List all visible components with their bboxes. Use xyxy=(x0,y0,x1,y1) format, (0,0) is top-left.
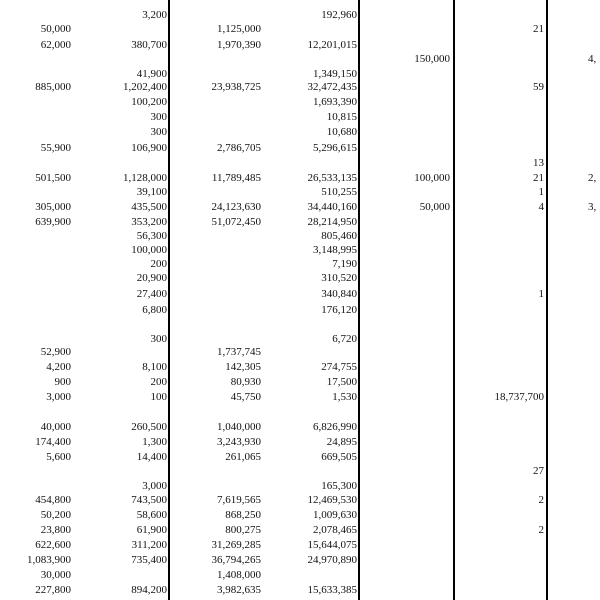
table-cell: 510,255 xyxy=(321,186,357,198)
table-cell: 30,000 xyxy=(40,569,71,581)
table-cell: 50,000 xyxy=(419,201,450,213)
table-cell: 45,750 xyxy=(230,391,261,403)
table-cell: 260,500 xyxy=(131,421,167,433)
table-cell: 174,400 xyxy=(35,436,71,448)
table-cell: 3,982,635 xyxy=(217,584,261,596)
table-cell: 24,970,890 xyxy=(307,554,357,566)
table-cell: 2 xyxy=(538,494,544,506)
table-cell: 1,128,000 xyxy=(123,172,167,184)
column-rule xyxy=(168,0,170,600)
table-cell: 3,000 xyxy=(142,480,167,492)
table-cell: 1,040,000 xyxy=(217,421,261,433)
table-cell: 3, xyxy=(588,201,597,213)
table-cell: 50,000 xyxy=(40,23,71,35)
table-cell: 1,693,390 xyxy=(313,96,357,108)
table-cell: 15,633,385 xyxy=(307,584,357,596)
table-cell: 805,460 xyxy=(321,230,357,242)
table-cell: 639,900 xyxy=(35,216,71,228)
table-cell: 1 xyxy=(538,288,544,300)
table-cell: 10,815 xyxy=(326,111,357,123)
table-cell: 669,505 xyxy=(321,451,357,463)
table-cell: 80,930 xyxy=(230,376,261,388)
table-cell: 13 xyxy=(533,157,544,169)
table-cell: 311,200 xyxy=(131,539,167,551)
table-cell: 900 xyxy=(54,376,71,388)
table-cell: 27 xyxy=(533,465,544,477)
table-cell: 353,200 xyxy=(131,216,167,228)
table-cell: 1,349,150 xyxy=(313,68,357,80)
table-cell: 56,300 xyxy=(136,230,167,242)
table-cell: 1,009,630 xyxy=(313,509,357,521)
table-cell: 2 xyxy=(538,524,544,536)
table-cell: 41,900 xyxy=(136,68,167,80)
table-cell: 55,900 xyxy=(40,142,71,154)
table-cell: 1,970,390 xyxy=(217,39,261,51)
table-cell: 454,800 xyxy=(35,494,71,506)
table-cell: 23,800 xyxy=(40,524,71,536)
table-cell: 50,200 xyxy=(40,509,71,521)
table-cell: 10,680 xyxy=(326,126,357,138)
table-cell: 1 xyxy=(538,186,544,198)
table-cell: 62,000 xyxy=(40,39,71,51)
table-cell: 100,000 xyxy=(414,172,450,184)
table-cell: 27,400 xyxy=(136,288,167,300)
table-cell: 735,400 xyxy=(131,554,167,566)
table-cell: 11,789,485 xyxy=(211,172,261,184)
table-cell: 3,243,930 xyxy=(217,436,261,448)
table-cell: 40,000 xyxy=(40,421,71,433)
table-cell: 28,214,950 xyxy=(307,216,357,228)
table-cell: 2,786,705 xyxy=(217,142,261,154)
table-cell: 18,737,700 xyxy=(494,391,544,403)
table-cell: 1,300 xyxy=(142,436,167,448)
table-cell: 23,938,725 xyxy=(211,81,261,93)
table-cell: 7,619,565 xyxy=(217,494,261,506)
table-cell: 5,296,615 xyxy=(313,142,357,154)
table-cell: 26,533,135 xyxy=(307,172,357,184)
table-cell: 6,720 xyxy=(332,333,357,345)
table-cell: 32,472,435 xyxy=(307,81,357,93)
table-cell: 5,600 xyxy=(46,451,71,463)
table-cell: 3,200 xyxy=(142,9,167,21)
table-cell: 743,500 xyxy=(131,494,167,506)
table-cell: 17,500 xyxy=(326,376,357,388)
table-cell: 100,200 xyxy=(131,96,167,108)
table-cell: 3,148,995 xyxy=(313,244,357,256)
table-cell: 4 xyxy=(538,201,544,213)
table-cell: 7,190 xyxy=(332,258,357,270)
table-cell: 36,794,265 xyxy=(211,554,261,566)
table-cell: 340,840 xyxy=(321,288,357,300)
table-cell: 176,120 xyxy=(321,304,357,316)
table-cell: 380,700 xyxy=(131,39,167,51)
column-rule xyxy=(358,0,360,600)
table-cell: 200 xyxy=(150,258,167,270)
table-cell: 274,755 xyxy=(321,361,357,373)
table-cell: 142,305 xyxy=(225,361,261,373)
table-cell: 227,800 xyxy=(35,584,71,596)
table-cell: 34,440,160 xyxy=(307,201,357,213)
table-cell: 15,644,075 xyxy=(307,539,357,551)
table-cell: 1,737,745 xyxy=(217,346,261,358)
table-cell: 100,000 xyxy=(131,244,167,256)
table-cell: 39,100 xyxy=(136,186,167,198)
table-cell: 51,072,450 xyxy=(211,216,261,228)
table-cell: 20,900 xyxy=(136,272,167,284)
table-cell: 6,826,990 xyxy=(313,421,357,433)
table-cell: 1,408,000 xyxy=(217,569,261,581)
table-cell: 3,000 xyxy=(46,391,71,403)
table-cell: 12,469,530 xyxy=(307,494,357,506)
table-cell: 894,200 xyxy=(131,584,167,596)
table-cell: 192,960 xyxy=(321,9,357,21)
table-cell: 2, xyxy=(588,172,597,184)
table-cell: 300 xyxy=(150,333,167,345)
table-cell: 4,200 xyxy=(46,361,71,373)
table-cell: 1,530 xyxy=(332,391,357,403)
table-cell: 52,900 xyxy=(40,346,71,358)
table-cell: 21 xyxy=(533,23,544,35)
table-cell: 165,300 xyxy=(321,480,357,492)
table-cell: 885,000 xyxy=(35,81,71,93)
table-cell: 59 xyxy=(533,81,544,93)
table-cell: 622,600 xyxy=(35,539,71,551)
table-cell: 6,800 xyxy=(142,304,167,316)
table-cell: 1,125,000 xyxy=(217,23,261,35)
table-cell: 106,900 xyxy=(131,142,167,154)
table-cell: 2,078,465 xyxy=(313,524,357,536)
table-cell: 1,202,400 xyxy=(123,81,167,93)
table-cell: 58,600 xyxy=(136,509,167,521)
table-cell: 31,269,285 xyxy=(211,539,261,551)
table-cell: 24,123,630 xyxy=(211,201,261,213)
table-cell: 310,520 xyxy=(321,272,357,284)
table-cell: 4, xyxy=(588,53,597,65)
table-cell: 24,895 xyxy=(326,436,357,448)
table-cell: 261,065 xyxy=(225,451,261,463)
table-cell: 800,275 xyxy=(225,524,261,536)
column-rule xyxy=(546,0,548,600)
table-cell: 21 xyxy=(533,172,544,184)
table-cell: 435,500 xyxy=(131,201,167,213)
column-rule xyxy=(453,0,455,600)
table-cell: 300 xyxy=(150,126,167,138)
table-cell: 8,100 xyxy=(142,361,167,373)
table-cell: 868,250 xyxy=(225,509,261,521)
table-cell: 150,000 xyxy=(414,53,450,65)
table-cell: 61,900 xyxy=(136,524,167,536)
table-cell: 300 xyxy=(150,111,167,123)
table-cell: 200 xyxy=(150,376,167,388)
table-cell: 501,500 xyxy=(35,172,71,184)
table-cell: 100 xyxy=(150,391,167,403)
table-cell: 14,400 xyxy=(136,451,167,463)
table-cell: 305,000 xyxy=(35,201,71,213)
table-cell: 1,083,900 xyxy=(27,554,71,566)
table-cell: 12,201,015 xyxy=(307,39,357,51)
